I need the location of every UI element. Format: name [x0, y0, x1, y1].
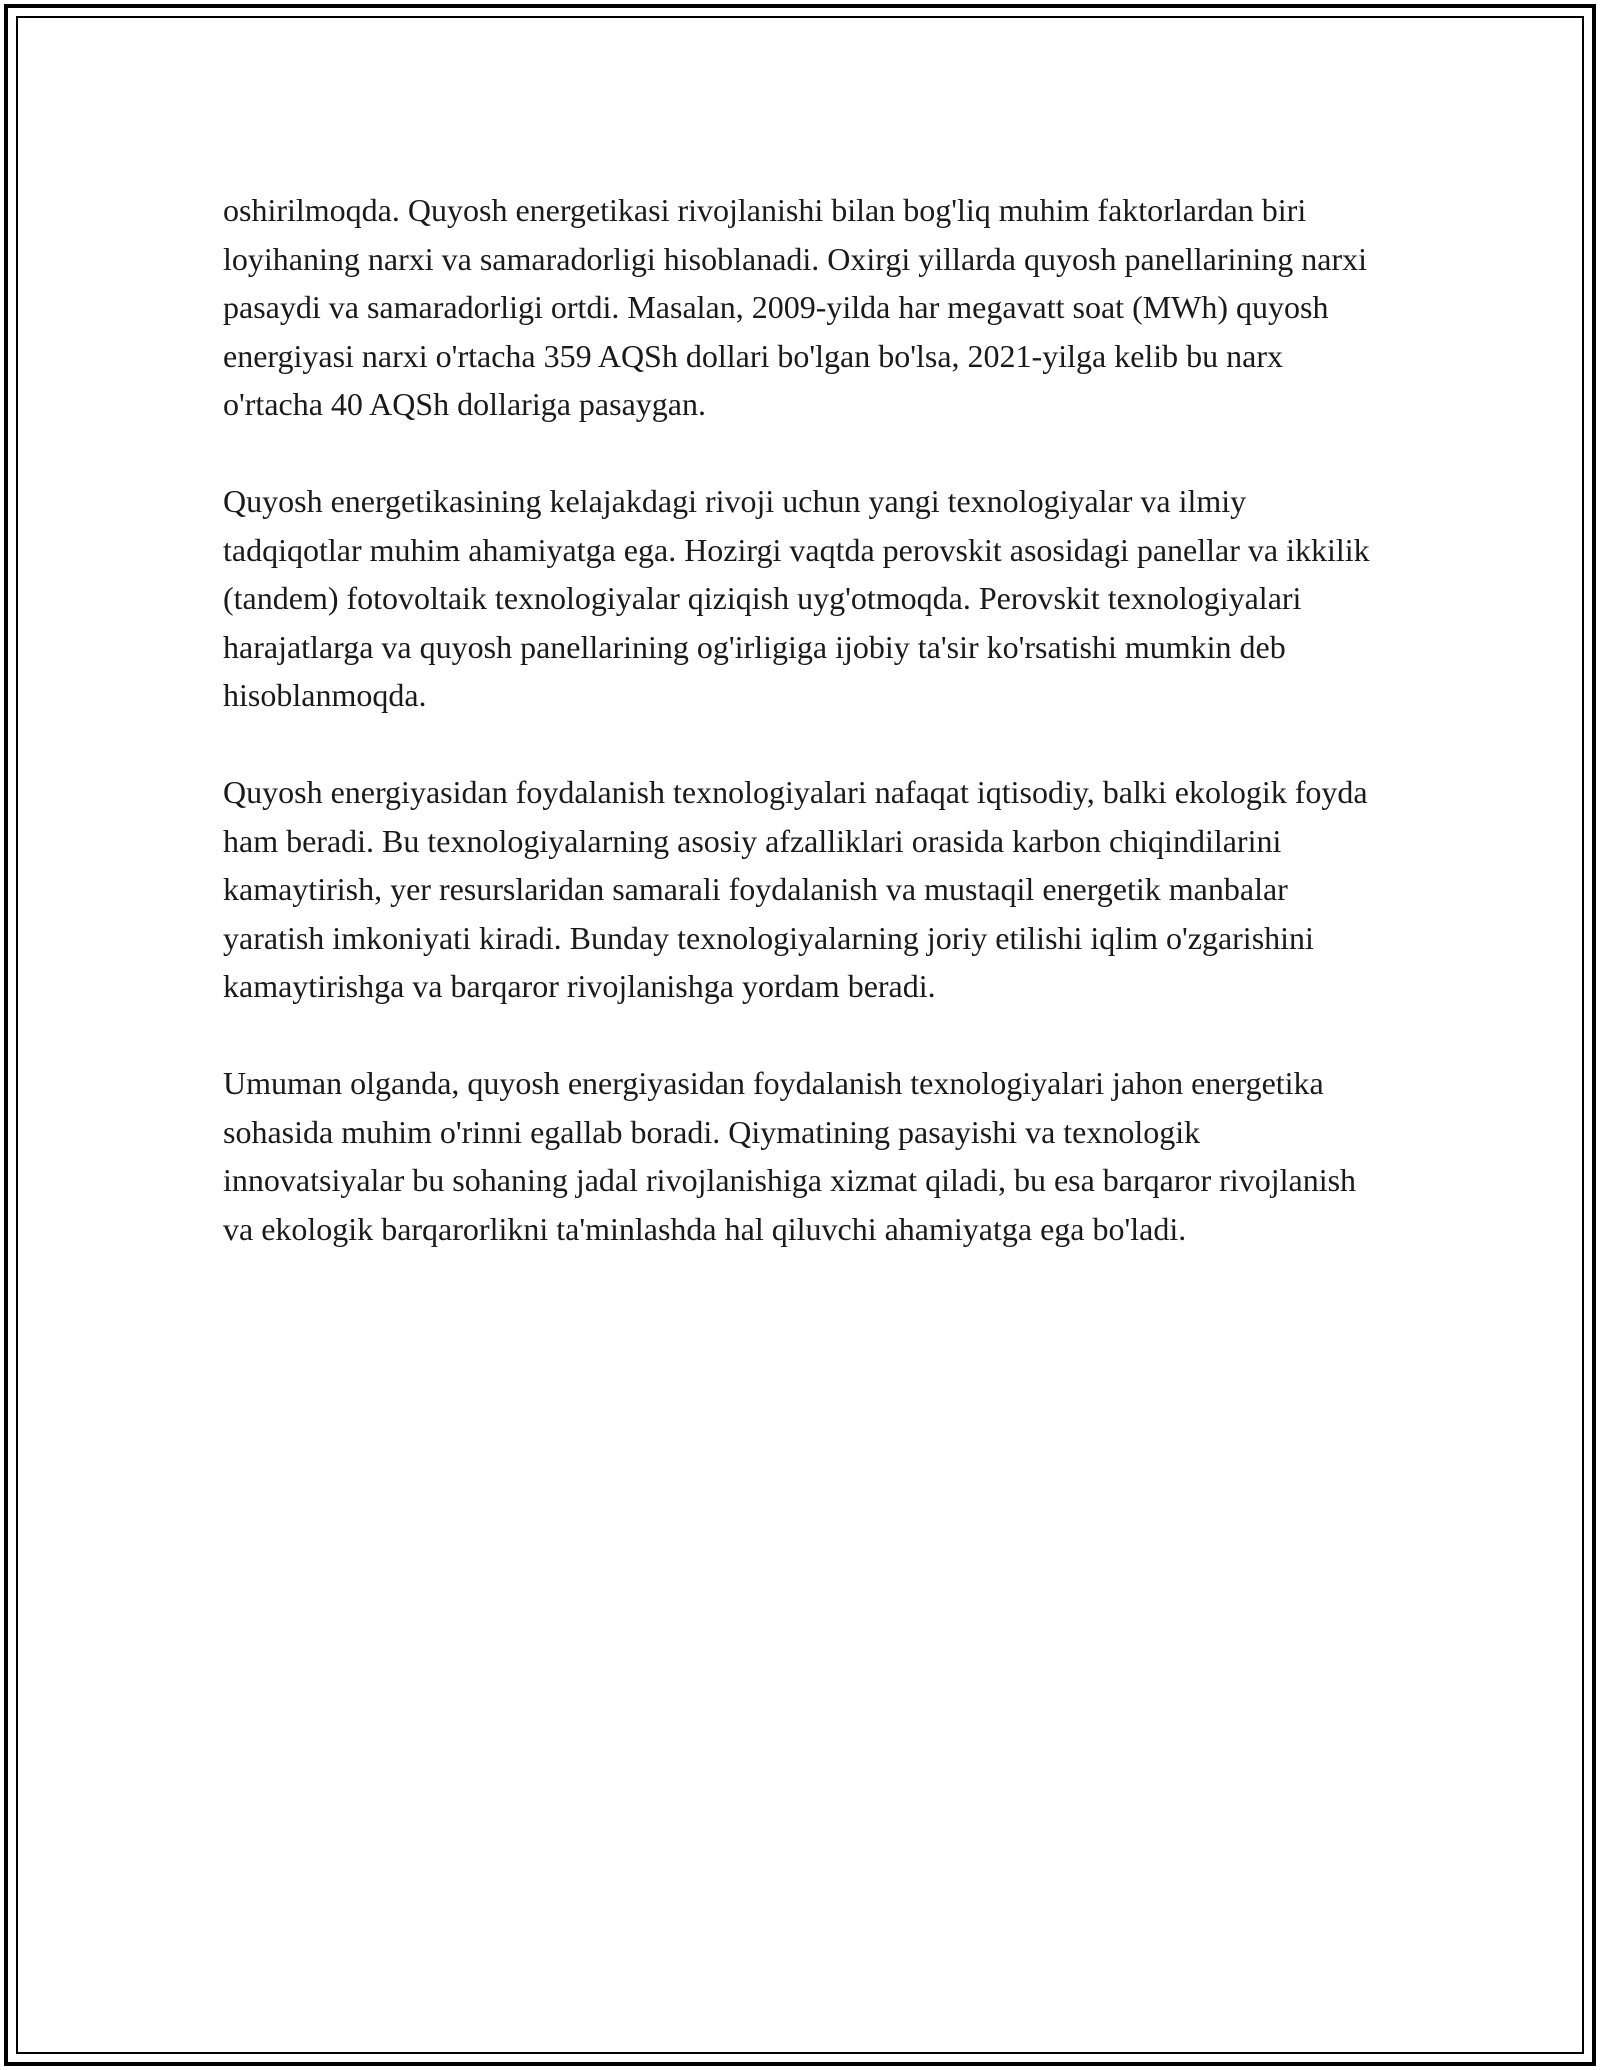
- paragraph-2: Quyosh energetikasining kelajakdagi rivoji uchun yangi texnologiyalar va ilmiy tadqiqotlar muhim ahamiyatga ega. Hozirgi vaqtda perovskit asosidagi panellar va ikkilik (tandem) fotovoltaik texnologiyalar qiziqish uyg'otmoqda. Perovskit texnologiyalari harajatlarga va quyosh panellarining og'irligiga ijobiy ta'sir ko'rsatishi mumkin deb hisoblanmoqda.: [223, 483, 1370, 713]
- paragraph-4: Umuman olganda, quyosh energiyasidan foydalanish texnologiyalari jahon energetika sohasida muhim o'rinni egallab boradi. Qiymatining pasayishi va texnologik innovatsiyalar bu sohaning jadal rivojlanishiga xizmat qiladi, bu esa barqaror rivojlanish va ekologik barqarorlikni ta'minlashda hal qiluvchi ahamiyatga ega bo'ladi.: [223, 1065, 1357, 1247]
- document-body: [223, 186, 1373, 1253]
- paragraph-1: oshirilmoqda. Quyosh energetikasi rivojlanishi bilan bog'liq muhim faktorlardan biri loyihaning narxi va samaradorligi hisoblanadi. Oxirgi yillarda quyosh panellarining narxi pasaydi va samaradorligi ortdi. Masalan, 2009-yilda har megavatt soat (MWh) quyosh energiyasi narxi o'rtacha 359 AQSh dollari bo'lgan bo'lsa, 2021-yilga kelib bu narx o'rtacha 40 AQSh dollariga pasaygan.: [223, 192, 1368, 422]
- paragraph-3: Quyosh energiyasidan foydalanish texnologiyalari nafaqat iqtisodiy, balki ekologik foyda ham beradi. Bu texnologiyalarning asosiy afzalliklari orasida karbon chiqindilarini kamaytirish, yer resurslaridan samarali foydalanish va mustaqil energetik manbalar yaratish imkoniyati kiradi. Bunday texnologiyalarning joriy etilishi iqlim o'zgarishini kamaytirishga va barqaror rivojlanishga yordam beradi.: [223, 774, 1368, 1004]
